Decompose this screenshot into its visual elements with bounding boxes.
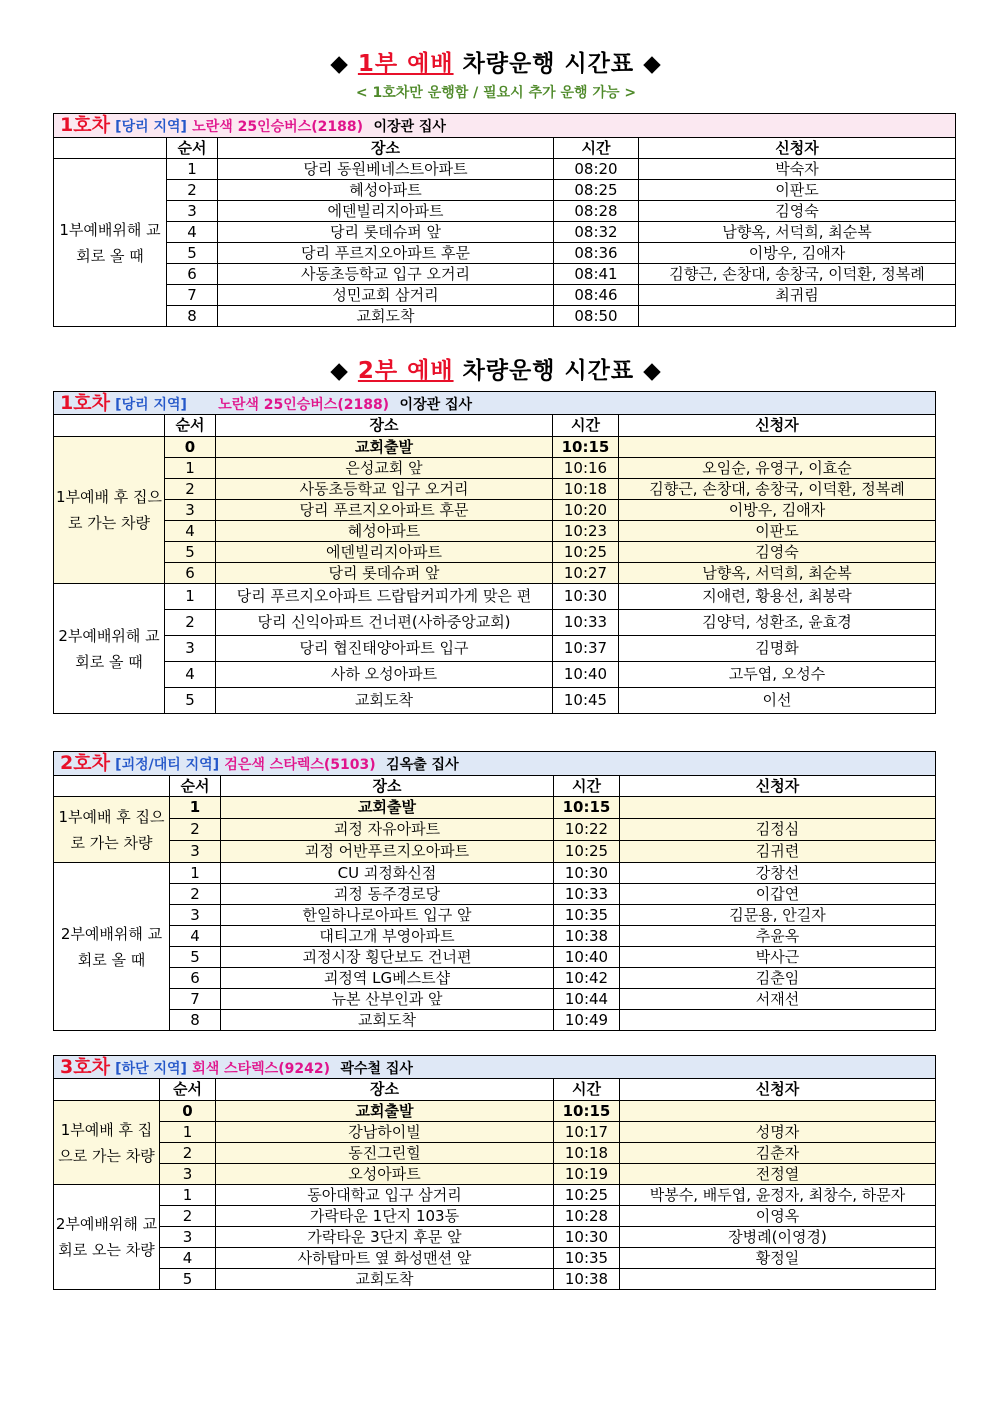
order-cell: 0	[165, 437, 216, 458]
time-cell: 10:45	[553, 688, 619, 714]
applicant-cell: 이갑연	[620, 884, 936, 905]
table-row	[54, 584, 936, 610]
column-header-row: 순서 장소 시간 신청자	[54, 1079, 936, 1101]
group-label: 2부예배위해 교회로 올 때	[54, 863, 170, 1031]
place-cell: 사동초등학교 입구 오거리	[218, 264, 554, 285]
table-row	[54, 819, 936, 841]
place-cell: 당리 푸르지오아파트 후문	[216, 500, 553, 521]
applicant-cell: 고두엽, 오성수	[619, 662, 936, 688]
time-cell: 10:23	[553, 521, 619, 542]
table-row	[54, 243, 956, 264]
group-label: 2부예배위해 교회로 오는 차량	[54, 1185, 160, 1290]
order-cell: 6	[165, 563, 216, 584]
order-cell: 3	[165, 636, 216, 662]
time-cell: 10:30	[554, 1227, 620, 1248]
table-row	[54, 926, 936, 947]
table-row	[54, 863, 936, 884]
place-cell: 괴정시장 횡단보도 건너편	[221, 947, 554, 968]
car-header: 2호차 [괴정/대티 지역] 검은색 스타렉스(5103) 김옥출 집사	[54, 752, 936, 776]
time-cell: 10:19	[554, 1164, 620, 1185]
order-cell: 4	[165, 662, 216, 688]
table-row	[54, 841, 936, 863]
time-cell: 08:36	[554, 243, 639, 264]
order-cell: 5	[170, 947, 221, 968]
order-cell: 7	[167, 285, 218, 306]
time-cell: 08:32	[554, 222, 639, 243]
table-row	[54, 563, 936, 584]
table-row	[54, 306, 956, 327]
place-cell: 은성교회 앞	[216, 458, 553, 479]
applicant-cell: 지애련, 황용선, 최봉락	[619, 584, 936, 610]
applicant-cell: 최귀림	[639, 285, 956, 306]
subtitle-note: < 1호차만 운행함 / 필요시 추가 운행 가능 >	[355, 85, 637, 101]
time-cell: 10:44	[554, 989, 620, 1010]
order-cell: 6	[170, 968, 221, 989]
table-row	[54, 968, 936, 989]
order-cell: 4	[160, 1248, 216, 1269]
applicant-cell: 성명자	[620, 1122, 936, 1143]
time-cell: 10:25	[554, 1185, 620, 1206]
title-1부-schedule: ◆ 1부 예배 차량운행 시간표 ◆	[330, 51, 662, 77]
time-cell: 10:18	[553, 479, 619, 500]
place-cell: 당리 롯데슈퍼 앞	[218, 222, 554, 243]
applicant-cell: 김춘임	[620, 968, 936, 989]
time-cell: 10:22	[554, 819, 620, 841]
table-row	[54, 458, 936, 479]
place-cell: 대티고개 부영아파트	[221, 926, 554, 947]
time-cell: 10:20	[553, 500, 619, 521]
place-cell: 당리 푸르지오아파트 후문	[218, 243, 554, 264]
applicant-cell: 전정열	[620, 1164, 936, 1185]
time-cell: 08:41	[554, 264, 639, 285]
table-row	[54, 521, 936, 542]
place-cell: 성민교회 삼거리	[218, 285, 554, 306]
time-cell: 10:38	[554, 926, 620, 947]
time-cell: 08:25	[554, 180, 639, 201]
applicant-cell: 이방우, 김애자	[619, 500, 936, 521]
table-1부-car1	[53, 113, 956, 327]
applicant-cell	[620, 1010, 936, 1031]
place-cell: 에덴빌리지아파트	[218, 201, 554, 222]
order-cell: 3	[165, 500, 216, 521]
place-cell: 한일하나로아파트 입구 앞	[221, 905, 554, 926]
order-cell: 2	[170, 884, 221, 905]
table-row	[54, 180, 956, 201]
applicant-cell: 김춘자	[620, 1143, 936, 1164]
place-cell: 사하 오성아파트	[216, 662, 553, 688]
place-cell: 교회출발	[216, 437, 553, 458]
time-cell: 08:46	[554, 285, 639, 306]
column-header-row: 순서 장소 시간 신청자	[54, 776, 936, 797]
applicant-cell: 김영숙	[619, 542, 936, 563]
table-row	[54, 201, 956, 222]
applicant-cell: 김귀련	[620, 841, 936, 863]
table-row	[54, 1143, 936, 1164]
group-label: 1부예배 후 집으로 가는 차량	[54, 797, 170, 863]
applicant-cell: 황정일	[620, 1248, 936, 1269]
order-cell: 0	[160, 1101, 216, 1122]
table-2부-car1	[53, 391, 936, 714]
place-cell: 교회출발	[221, 797, 554, 819]
order-cell: 3	[170, 905, 221, 926]
applicant-cell: 김영숙	[639, 201, 956, 222]
order-cell: 8	[167, 306, 218, 327]
place-cell: 가락타운 1단지 103동	[216, 1206, 554, 1227]
table-row	[54, 905, 936, 926]
applicant-cell: 오임순, 유영구, 이효순	[619, 458, 936, 479]
applicant-cell: 이판도	[619, 521, 936, 542]
place-cell: 당리 협진태양아파트 입구	[216, 636, 553, 662]
car-header: 1호차 [당리 지역] 노란색 25인승버스(2188) 이장관 집사	[54, 392, 936, 415]
place-cell: 괴정 어반푸르지오아파트	[221, 841, 554, 863]
table-row	[54, 159, 956, 180]
column-header-row: 순서 장소 시간 신청자	[54, 415, 936, 437]
table-row	[54, 285, 956, 306]
order-cell: 1	[160, 1185, 216, 1206]
group-label: 1부예배 후 집으로 가는 차량	[54, 437, 165, 584]
table-row	[54, 222, 956, 243]
table-row	[54, 1248, 936, 1269]
time-cell: 10:30	[554, 863, 620, 884]
table-row	[54, 947, 936, 968]
time-cell: 10:38	[554, 1269, 620, 1290]
order-cell: 2	[165, 479, 216, 500]
place-cell: 당리 롯데슈퍼 앞	[216, 563, 553, 584]
place-cell: 가락타운 3단지 후문 앞	[216, 1227, 554, 1248]
time-cell: 10:40	[554, 947, 620, 968]
order-cell: 5	[165, 688, 216, 714]
order-cell: 6	[167, 264, 218, 285]
place-cell: 교회출발	[216, 1101, 554, 1122]
order-cell: 4	[170, 926, 221, 947]
applicant-cell: 김양덕, 성환조, 윤효경	[619, 610, 936, 636]
order-cell: 3	[170, 841, 221, 863]
table-row	[54, 1185, 936, 1206]
table-row	[54, 1101, 936, 1122]
order-cell: 3	[160, 1227, 216, 1248]
time-cell: 10:28	[554, 1206, 620, 1227]
car-header: 1호차 [당리 지역] 노란색 25인승버스(2188) 이장관 집사	[54, 114, 956, 138]
order-cell: 1	[167, 159, 218, 180]
time-cell: 10:17	[554, 1122, 620, 1143]
table-row	[54, 610, 936, 636]
order-cell: 1	[170, 863, 221, 884]
table-row	[54, 437, 936, 458]
place-cell: 동아대학교 입구 삼거리	[216, 1185, 554, 1206]
applicant-cell: 박봉수, 배두엽, 윤정자, 최창수, 하문자	[620, 1185, 936, 1206]
table-row	[54, 662, 936, 688]
time-cell: 10:42	[554, 968, 620, 989]
time-cell: 10:35	[554, 905, 620, 926]
applicant-cell: 김향근, 손창대, 송창국, 이덕환, 정복례	[639, 264, 956, 285]
table-row	[54, 264, 956, 285]
place-cell: 혜성아파트	[216, 521, 553, 542]
time-cell: 08:28	[554, 201, 639, 222]
place-cell: 괴정역 LG베스트샵	[221, 968, 554, 989]
order-cell: 1	[165, 584, 216, 610]
table-row	[54, 989, 936, 1010]
applicant-cell: 이방우, 김애자	[639, 243, 956, 264]
table-2부-car3	[53, 1055, 936, 1290]
table-row	[54, 542, 936, 563]
time-cell: 08:20	[554, 159, 639, 180]
order-cell: 5	[160, 1269, 216, 1290]
time-cell: 10:18	[554, 1143, 620, 1164]
order-cell: 5	[167, 243, 218, 264]
time-cell: 10:25	[554, 841, 620, 863]
place-cell: 교회도착	[221, 1010, 554, 1031]
applicant-cell: 이판도	[639, 180, 956, 201]
order-cell: 4	[167, 222, 218, 243]
time-cell: 10:15	[554, 797, 620, 819]
table-row	[54, 688, 936, 714]
table-row	[54, 1164, 936, 1185]
applicant-cell: 남향옥, 서덕희, 최순복	[639, 222, 956, 243]
applicant-cell: 김정심	[620, 819, 936, 841]
table-2부-car2	[53, 751, 936, 1031]
order-cell: 4	[165, 521, 216, 542]
time-cell: 10:37	[553, 636, 619, 662]
column-header-row: 순서 장소 시간 신청자	[54, 138, 956, 159]
time-cell: 10:27	[553, 563, 619, 584]
table-row	[54, 884, 936, 905]
place-cell: CU 괴정화신점	[221, 863, 554, 884]
order-cell: 1	[170, 797, 221, 819]
place-cell: 오성아파트	[216, 1164, 554, 1185]
table-row	[54, 1122, 936, 1143]
applicant-cell: 김명화	[619, 636, 936, 662]
order-cell: 2	[165, 610, 216, 636]
time-cell: 10:25	[553, 542, 619, 563]
time-cell: 10:15	[554, 1101, 620, 1122]
place-cell: 교회도착	[218, 306, 554, 327]
time-cell: 10:16	[553, 458, 619, 479]
place-cell: 당리 푸르지오아파트 드랍탑커피가게 맞은 편	[216, 584, 553, 610]
place-cell: 에덴빌리지아파트	[216, 542, 553, 563]
applicant-cell: 장병례(이영경)	[620, 1227, 936, 1248]
car-header: 3호차 [하단 지역] 회색 스타렉스(9242) 곽수철 집사	[54, 1056, 936, 1079]
table-row	[54, 500, 936, 521]
applicant-cell: 남향옥, 서덕희, 최순복	[619, 563, 936, 584]
place-cell: 뉴본 산부인과 앞	[221, 989, 554, 1010]
table-row	[54, 1206, 936, 1227]
time-cell: 10:33	[554, 884, 620, 905]
place-cell: 당리 동원베네스트아파트	[218, 159, 554, 180]
order-cell: 2	[160, 1143, 216, 1164]
applicant-cell: 서재선	[620, 989, 936, 1010]
place-cell: 혜성아파트	[218, 180, 554, 201]
place-cell: 교회도착	[216, 1269, 554, 1290]
group-label: 2부예배위해 교회로 올 때	[54, 584, 165, 714]
order-cell: 3	[160, 1164, 216, 1185]
time-cell: 10:33	[553, 610, 619, 636]
order-cell: 2	[170, 819, 221, 841]
applicant-cell	[619, 437, 936, 458]
applicant-cell	[620, 1101, 936, 1122]
applicant-cell: 강창선	[620, 863, 936, 884]
time-cell: 10:35	[554, 1248, 620, 1269]
applicant-cell	[639, 306, 956, 327]
order-cell: 5	[165, 542, 216, 563]
applicant-cell: 박사근	[620, 947, 936, 968]
title-2부-schedule: ◆ 2부 예배 차량운행 시간표 ◆	[330, 358, 662, 384]
order-cell: 1	[160, 1122, 216, 1143]
place-cell: 강남하이빌	[216, 1122, 554, 1143]
applicant-cell: 김문용, 안길자	[620, 905, 936, 926]
applicant-cell	[620, 1269, 936, 1290]
place-cell: 괴정 동주경로당	[221, 884, 554, 905]
order-cell: 1	[165, 458, 216, 479]
order-cell: 8	[170, 1010, 221, 1031]
time-cell: 10:40	[553, 662, 619, 688]
table-row	[54, 1269, 936, 1290]
applicant-cell: 이선	[619, 688, 936, 714]
time-cell: 10:15	[553, 437, 619, 458]
place-cell: 동진그린힐	[216, 1143, 554, 1164]
place-cell: 교회도착	[216, 688, 553, 714]
order-cell: 3	[167, 201, 218, 222]
place-cell: 괴정 자유아파트	[221, 819, 554, 841]
table-row	[54, 1227, 936, 1248]
applicant-cell: 이영옥	[620, 1206, 936, 1227]
time-cell: 10:30	[553, 584, 619, 610]
place-cell: 당리 신익아파트 건너편(사하중앙교회)	[216, 610, 553, 636]
order-cell: 2	[167, 180, 218, 201]
place-cell: 사동초등학교 입구 오거리	[216, 479, 553, 500]
table-row	[54, 636, 936, 662]
applicant-cell: 박숙자	[639, 159, 956, 180]
order-cell: 2	[160, 1206, 216, 1227]
time-cell: 10:49	[554, 1010, 620, 1031]
group-label: 1부예배위해 교회로 올 때	[54, 159, 167, 327]
applicant-cell	[620, 797, 936, 819]
table-row	[54, 797, 936, 819]
table-row	[54, 479, 936, 500]
place-cell: 사하탑마트 옆 화성맨션 앞	[216, 1248, 554, 1269]
applicant-cell: 추윤옥	[620, 926, 936, 947]
group-label: 1부예배 후 집으로 가는 차량	[54, 1101, 160, 1185]
applicant-cell: 김향근, 손창대, 송창국, 이덕환, 정복례	[619, 479, 936, 500]
table-row	[54, 1010, 936, 1031]
time-cell: 08:50	[554, 306, 639, 327]
order-cell: 7	[170, 989, 221, 1010]
